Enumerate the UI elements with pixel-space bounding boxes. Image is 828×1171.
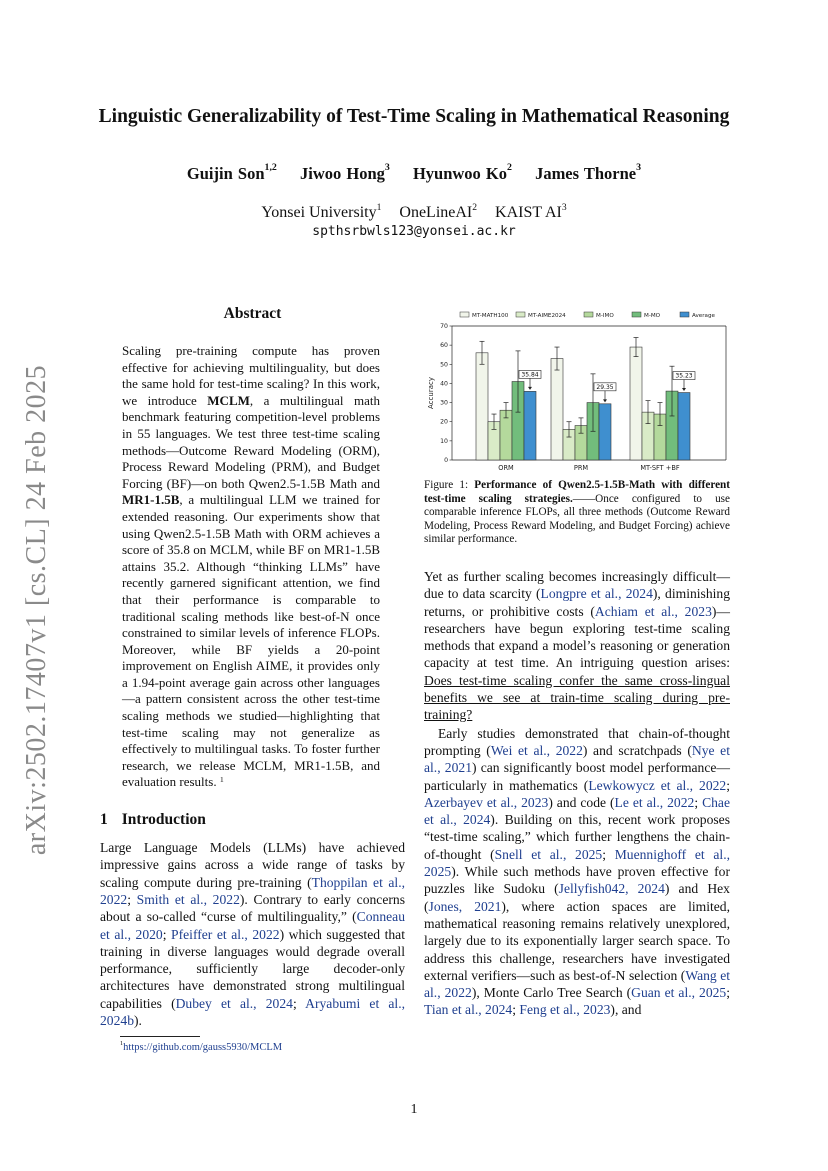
research-question: Does test-time scaling confer the same cross-lingual benefits we see at train-time scaling during pre-training? (424, 672, 730, 723)
abstract-heading: Abstract (223, 305, 282, 322)
citation-link[interactable]: Guan et al., 2025 (631, 985, 727, 1001)
legend-label: MT-MATH100 (472, 313, 509, 319)
bar (551, 359, 563, 460)
legend-swatch (460, 312, 469, 317)
section-heading-introduction: 1 Introduction (100, 811, 206, 829)
footnote-divider (120, 1036, 200, 1037)
citation-link[interactable]: Dubey et al., 2024 (175, 995, 293, 1011)
y-tick-label: 0 (444, 457, 448, 464)
citation-link[interactable]: Thoppilan et al., 2022 (100, 874, 406, 907)
figure-caption: Figure 1: Performance of Qwen2.5-1.5B-Math with different test-time scaling strategies.——Once configured to use comparable inference FLOPs, all three methods (Outcome Reward Modeling, Process Reward Modeling, and Budget Forcing) achieve similar performance. (424, 479, 730, 546)
legend-label: M-IMO (596, 313, 614, 319)
bar (678, 393, 690, 460)
citation-link[interactable]: Conneau et al., 2020 (100, 909, 405, 942)
citation-link[interactable]: Aryabumi et al., 2024b (100, 995, 406, 1028)
citation-link[interactable]: Longpre et al., 2024 (540, 586, 653, 602)
legend-swatch (516, 312, 525, 317)
x-tick-label: MT-SFT +BF (640, 464, 680, 472)
legend-swatch (632, 312, 641, 317)
legend-label: MT-AIME2024 (528, 313, 566, 319)
citation-link[interactable]: Muennighoff et al., 2025 (424, 846, 730, 880)
legend-swatch (680, 312, 689, 317)
y-tick-label: 60 (440, 342, 448, 350)
citation-link[interactable]: Nye et al., 2021 (424, 742, 730, 776)
y-tick-label: 20 (440, 418, 448, 426)
bar (599, 404, 611, 460)
bar (524, 391, 536, 460)
citation-link[interactable]: Achiam et al., 2023 (594, 603, 712, 619)
citation-link[interactable]: Wei et al., 2022 (490, 742, 583, 758)
author-list (0, 164, 828, 184)
data-label-arrowhead (682, 388, 686, 391)
citation-link[interactable]: Le et al., 2022 (614, 794, 695, 810)
citation-link[interactable]: Pfeiffer et al., 2022 (171, 926, 280, 942)
y-tick-label: 40 (440, 380, 448, 388)
right-column (424, 305, 730, 1019)
citation-link[interactable]: Feng et al., 2023 (519, 1002, 611, 1018)
citation-link[interactable]: Chae et al., 2024 (424, 794, 730, 828)
page-number: 1 (410, 1102, 418, 1117)
y-tick-label: 10 (440, 437, 448, 445)
y-tick-label: 30 (440, 399, 448, 407)
legend-label: M-MO (644, 313, 661, 319)
author: Jiwoo Hong$^3$ (299, 162, 390, 183)
citation-link[interactable]: Tian et al., 2024 (424, 1002, 513, 1018)
affiliation: KAIST $AI^3$ (495, 202, 567, 221)
data-label-arrowhead (603, 399, 607, 402)
citation-link[interactable]: Wang et al., 2022 (424, 967, 731, 1001)
legend-label: Average (692, 313, 715, 319)
affiliation-list (0, 204, 828, 222)
bar (476, 353, 488, 460)
github-link[interactable]: https://github.com/gauss5930/MCLM (123, 1042, 283, 1054)
data-label: 29.35 (596, 383, 614, 391)
affiliation: Yonsei University$^1$ (261, 202, 382, 221)
citation-link[interactable]: Azerbayev et al., 2023 (424, 794, 549, 810)
arxiv-identifier: arXiv:2502.17407v1 [cs.CL] 24 Feb 2025 (21, 364, 53, 856)
legend-swatch (584, 312, 593, 317)
bar (630, 347, 642, 460)
y-axis-label: Accuracy (427, 377, 435, 409)
author: James Thorne$^3$ (535, 162, 642, 183)
introduction-paragraph: Large Language Models (LLMs) have achieved impressive gains across a wide range of tasks by scaling compute during pre-training (Thoppilan et al., 2022; Smith et al., 2022). Contrary to early concerns about a so-called “curse of multilinguality,” (Conneau et al., 2020; Pfeiffer et al., 2022) which suggested that training in diverse languages would degrade overall performance, sufficiently large decoder-only architectures have demonstrated strong multilingual capabilities (Dubey et al., 2024; Aryabumi et al., 2024b). (100, 840, 406, 1028)
citation-link[interactable]: Jones, 2021 (428, 898, 502, 914)
paper-title: Linguistic Generalizability of Test-Time Scaling in Mathematical Reasoning (98, 106, 730, 127)
left-column (100, 305, 405, 1053)
author-email[interactable]: spthsrbwls123@yonsei.ac.kr (312, 224, 516, 239)
x-tick-label: ORM (498, 464, 514, 472)
citation-link[interactable]: Snell et al., 2025 (494, 846, 603, 862)
citation-link[interactable]: Lewkowycz et al., 2022 (588, 777, 727, 793)
y-tick-label: 70 (440, 323, 448, 330)
affiliation: OneLineAI$^2$ (399, 202, 478, 221)
footnote-marker[interactable]: 1 (219, 775, 224, 785)
citation-link[interactable]: Smith et al., 2022 (136, 891, 240, 907)
body-paragraph: Yet as further scaling becomes increasingly difficult—due to data scarcity (Longpre et al., 2024), diminishing returns, or prohibitive costs (Achiam et al., 2023)—researchers have begun exploring test-time scaling methods that expand a model’s reasoning or generation capacity at test time. An intriguing question arises: Does test-time scaling confer the same cross-lingual benefits we see at train-time scaling during pre-training? (424, 568, 730, 723)
abstract-text: Scaling pre-training compute has proven effective for achieving multilinguality, but does the same hold for test-time scaling? In this work, we introduce MCLM, a multilingual math benchmark featuring competition-level problems in 55 languages. We test three test-time scaling methods—Outcome Reward Modeling (ORM), Process Reward Modeling (PRM), and Budget Forcing (BF)—on both Qwen2.5-1.5B Math and MR1-1.5B, a multilingual LLM we trained for extended reasoning. Our experiments show that using Qwen2.5-1.5B Math with ORM achieves a score of 35.8 on MCLM, while BF on MR1-1.5B attains 35.2. Although “thinking LLMs” have recently garnered significant attention, we find that their performance is comparable to traditional scaling methods like best-of-N once constrained to similar levels of inference FLOPs. Moreover, while BF yields a 20-point improvement on English AIME, it provides only a 1.94-point average gain across other languages—a pattern consistent across the other test-time scaling methods we studied—highlighting that test-time scaling may not generalize as effectively to multilingual tasks. To foster further research, we release MCLM, MR1-1.5B, and evaluation results. $^1$ (122, 343, 380, 790)
author: Hyunwoo Ko$^2$ (412, 162, 512, 183)
author: Guijin Son$^{1,2}$ (186, 162, 277, 183)
data-label: 35.23 (675, 372, 693, 380)
data-label: 35.84 (521, 371, 539, 379)
footnote: $^1$https://github.com/gauss5930/MCLM (120, 1040, 283, 1054)
figure-1-bar-chart (424, 305, 730, 475)
data-label-arrowhead (528, 387, 532, 390)
body-paragraph: Early studies demonstrated that chain-of-thought prompting (Wei et al., 2022) and scratchpads (Nye et al., 2021) can significantly boost model performance—particularly in mathematics (Lewkowycz et al., 2022; Azerbayev et al., 2023) and code (Le et al., 2022; Chae et al., 2024). Building on this, recent work proposes “test-time scaling,” which further lengthens the chain-of-thought (Snell et al., 2025; Muennighoff et al., 2025). While such methods have proven effective for puzzles like Sudoku (Jellyfish042, 2024) and Hex (Jones, 2021), where action spaces are limited, mathematical reasoning remains relatively unexplored, largely due to its exponentially larger search space. To address this challenge, researchers have investigated external verifiers—such as best-of-N selection (Wang et al., 2022), Monte Carlo Tree Search (Guan et al., 2025; Tian et al., 2024; Feng et al., 2023), and (424, 725, 731, 1018)
y-tick-label: 50 (440, 361, 448, 369)
citation-link[interactable]: Jellyfish042, 2024 (558, 881, 665, 897)
x-tick-label: PRM (573, 464, 589, 472)
